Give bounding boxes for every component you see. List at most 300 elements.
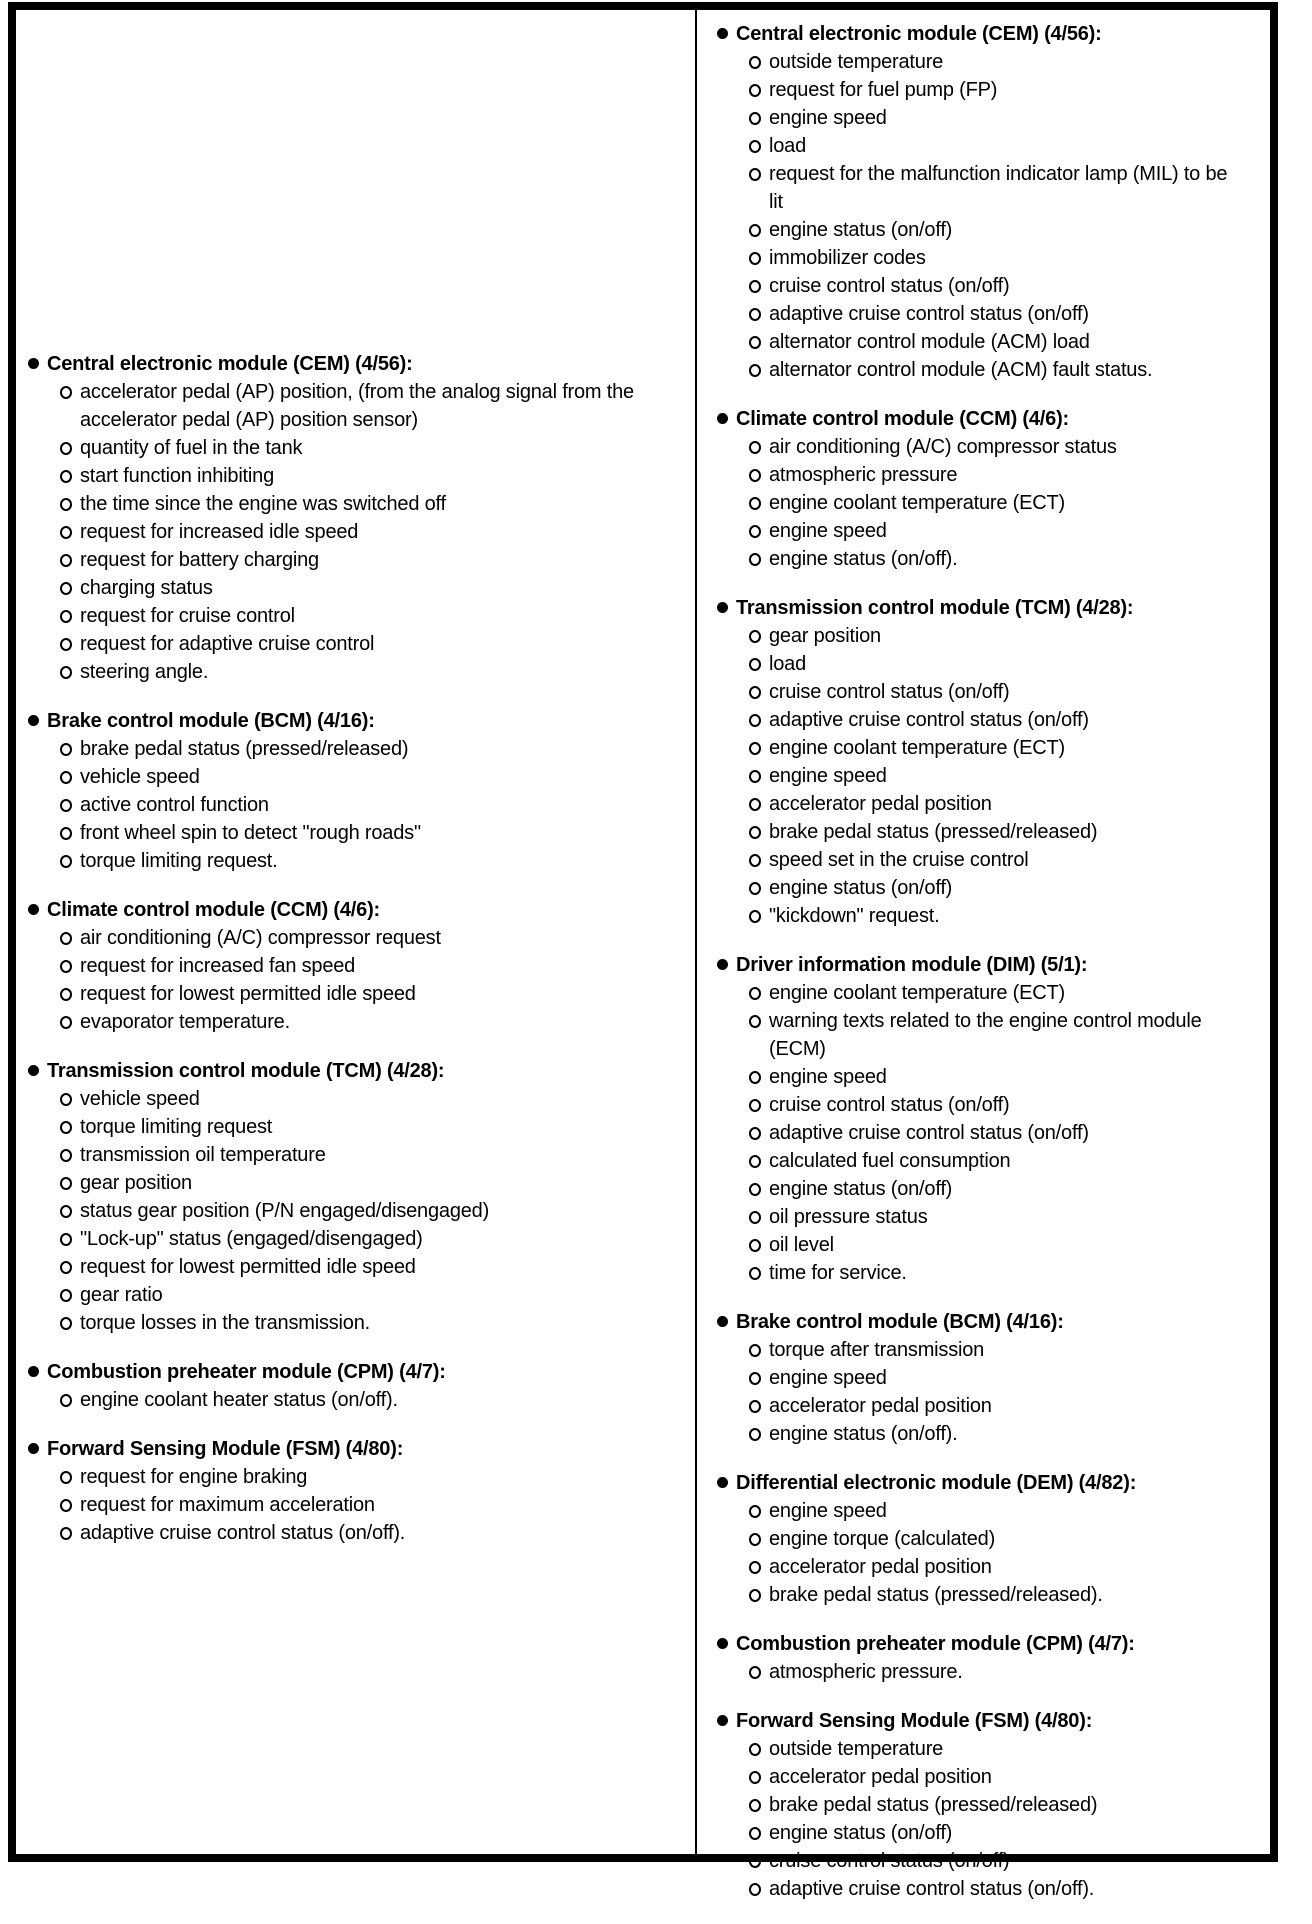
open-circle-bullet-icon xyxy=(60,1317,72,1330)
module-title: Brake control module (BCM) (4/16): xyxy=(47,710,375,732)
signal-item-text: torque limiting request. xyxy=(80,850,278,872)
signal-item-text: adaptive cruise control status (on/off) xyxy=(769,709,1089,731)
signal-item-text: atmospheric pressure xyxy=(769,464,958,486)
open-circle-bullet-icon xyxy=(749,1071,761,1084)
signal-list-item xyxy=(28,1309,681,1337)
signal-list-item xyxy=(28,490,681,518)
signal-list-item xyxy=(28,1386,681,1414)
open-circle-bullet-icon xyxy=(749,1155,761,1168)
signal-item-text: cruise control status (on/off) xyxy=(769,275,1010,297)
module-title: Central electronic module (CEM) (4/56): xyxy=(736,23,1102,45)
open-circle-bullet-icon xyxy=(60,638,72,651)
filled-bullet-icon xyxy=(717,1477,728,1488)
filled-bullet-icon xyxy=(28,904,39,915)
signal-list-item xyxy=(717,846,1262,874)
signal-item-text: adaptive cruise control status (on/off). xyxy=(80,1522,406,1544)
signal-item-text: quantity of fuel in the tank xyxy=(80,437,303,459)
signal-item-text: "Lock-up" status (engaged/disengaged) xyxy=(80,1228,423,1250)
signal-list-item xyxy=(717,489,1262,517)
signal-item-text: brake pedal status (pressed/released) xyxy=(769,1794,1098,1816)
open-circle-bullet-icon xyxy=(749,714,761,727)
open-circle-bullet-icon xyxy=(60,932,72,945)
signal-item-text: brake pedal status (pressed/released) xyxy=(769,821,1098,843)
open-circle-bullet-icon xyxy=(60,498,72,511)
open-circle-bullet-icon xyxy=(60,1499,72,1512)
open-circle-bullet-icon xyxy=(749,1666,761,1679)
signal-list-item xyxy=(717,1847,1262,1875)
signal-list-item xyxy=(717,433,1262,461)
signal-item-text: alternator control module (ACM) fault status. xyxy=(769,359,1153,381)
signal-item-text: transmission oil temperature xyxy=(80,1144,326,1166)
open-circle-bullet-icon xyxy=(749,469,761,482)
signal-item-text: air conditioning (A/C) compressor status xyxy=(769,436,1117,458)
signal-item-text: adaptive cruise control status (on/off) xyxy=(769,303,1089,325)
signal-list-item xyxy=(717,1525,1262,1553)
open-circle-bullet-icon xyxy=(60,1177,72,1190)
signal-list-item xyxy=(717,1007,1262,1063)
signal-item-text: accelerator pedal position xyxy=(769,793,992,815)
open-circle-bullet-icon xyxy=(749,1799,761,1812)
signal-list-item xyxy=(717,1392,1262,1420)
open-circle-bullet-icon xyxy=(749,854,761,867)
signal-item-text: outside temperature xyxy=(769,51,944,73)
signal-item-text: alternator control module (ACM) load xyxy=(769,331,1090,353)
signal-item-text: engine speed xyxy=(769,1500,887,1522)
document-border-box xyxy=(8,2,1278,1900)
signal-list-item xyxy=(717,902,1262,930)
open-circle-bullet-icon xyxy=(60,743,72,756)
signal-list xyxy=(28,735,681,875)
module-title: Climate control module (CCM) (4/6): xyxy=(736,408,1070,430)
filled-bullet-icon xyxy=(28,1443,39,1454)
open-circle-bullet-icon xyxy=(749,910,761,923)
signal-list-item xyxy=(28,1169,681,1197)
signal-item-text: engine speed xyxy=(769,1367,887,1389)
open-circle-bullet-icon xyxy=(749,1855,761,1868)
signal-item-text: accelerator pedal position xyxy=(769,1766,992,1788)
signal-list xyxy=(28,924,681,1036)
signal-item-text: accelerator pedal position xyxy=(769,1395,992,1417)
signal-list-item xyxy=(717,1581,1262,1609)
signal-item-text: brake pedal status (pressed/released) xyxy=(80,738,409,760)
open-circle-bullet-icon xyxy=(749,987,761,1000)
module-section-header xyxy=(28,1358,681,1386)
signal-item-text: request for battery charging xyxy=(80,549,319,571)
signal-list xyxy=(717,979,1262,1287)
open-circle-bullet-icon xyxy=(749,56,761,69)
module-section-header xyxy=(717,594,1262,622)
signal-item-text: vehicle speed xyxy=(80,766,200,788)
module-section xyxy=(28,1358,681,1414)
signal-item-text: request for increased fan speed xyxy=(80,955,356,977)
module-section-header xyxy=(717,405,1262,433)
module-section xyxy=(28,350,681,686)
signal-item-text: atmospheric pressure. xyxy=(769,1661,963,1683)
module-section xyxy=(28,896,681,1036)
filled-bullet-icon xyxy=(717,959,728,970)
signal-item-text: engine coolant heater status (on/off). xyxy=(80,1389,398,1411)
open-circle-bullet-icon xyxy=(749,1883,761,1896)
open-circle-bullet-icon xyxy=(749,525,761,538)
open-circle-bullet-icon xyxy=(60,1016,72,1029)
open-circle-bullet-icon xyxy=(60,386,72,399)
signal-list-item xyxy=(717,979,1262,1007)
signal-list-item xyxy=(717,76,1262,104)
signal-list-item xyxy=(717,1175,1262,1203)
signal-list xyxy=(28,378,681,686)
open-circle-bullet-icon xyxy=(749,1428,761,1441)
open-circle-bullet-icon xyxy=(60,666,72,679)
signal-list-item xyxy=(717,650,1262,678)
open-circle-bullet-icon xyxy=(749,441,761,454)
open-circle-bullet-icon xyxy=(749,1771,761,1784)
module-section-header xyxy=(28,896,681,924)
open-circle-bullet-icon xyxy=(749,1015,761,1028)
open-circle-bullet-icon xyxy=(749,1372,761,1385)
signal-list-item xyxy=(28,518,681,546)
signal-list-item xyxy=(28,462,681,490)
filled-bullet-icon xyxy=(717,602,728,613)
signal-list-item xyxy=(28,1491,681,1519)
open-circle-bullet-icon xyxy=(749,1533,761,1546)
signal-item-text: engine status (on/off) xyxy=(769,1822,953,1844)
module-section xyxy=(717,1469,1262,1609)
signal-item-text: air conditioning (A/C) compressor request xyxy=(80,927,441,949)
signal-item-text: request for lowest permitted idle speed xyxy=(80,983,416,1005)
signal-list xyxy=(28,1386,681,1414)
signal-item-text: engine speed xyxy=(769,107,887,129)
open-circle-bullet-icon xyxy=(749,630,761,643)
open-circle-bullet-icon xyxy=(749,280,761,293)
signal-list-item xyxy=(28,1085,681,1113)
signal-item-text: request for adaptive cruise control xyxy=(80,633,375,655)
signal-list xyxy=(28,1085,681,1337)
signal-list-item xyxy=(717,1364,1262,1392)
signal-list-item xyxy=(717,300,1262,328)
signal-item-text: engine coolant temperature (ECT) xyxy=(769,982,1065,1004)
open-circle-bullet-icon xyxy=(749,742,761,755)
signal-item-text: engine status (on/off) xyxy=(769,219,953,241)
signal-list-item xyxy=(28,1008,681,1036)
module-title: Transmission control module (TCM) (4/28): xyxy=(47,1060,445,1082)
signal-list-item xyxy=(717,104,1262,132)
module-section xyxy=(717,1308,1262,1448)
signal-list-item xyxy=(717,1791,1262,1819)
signal-list-item xyxy=(717,1497,1262,1525)
signal-list-item xyxy=(717,1259,1262,1287)
open-circle-bullet-icon xyxy=(60,1261,72,1274)
signal-item-text: calculated fuel consumption xyxy=(769,1150,1011,1172)
signal-list xyxy=(717,1497,1262,1609)
open-circle-bullet-icon xyxy=(60,827,72,840)
signal-item-text: evaporator temperature. xyxy=(80,1011,290,1033)
module-title: Driver information module (DIM) (5/1): xyxy=(736,954,1088,976)
column-right xyxy=(697,10,1270,1924)
signal-item-text: gear ratio xyxy=(80,1284,163,1306)
signal-list-item xyxy=(28,574,681,602)
module-section-header xyxy=(28,707,681,735)
signal-item-text: oil level xyxy=(769,1234,834,1256)
signal-item-text: torque losses in the transmission. xyxy=(80,1312,371,1334)
module-title: Differential electronic module (DEM) (4/82): xyxy=(736,1472,1137,1494)
signal-item-text: load xyxy=(769,135,807,157)
open-circle-bullet-icon xyxy=(60,855,72,868)
open-circle-bullet-icon xyxy=(60,1149,72,1162)
signal-list-item xyxy=(717,1091,1262,1119)
signal-item-text: speed set in the cruise control xyxy=(769,849,1029,871)
module-section xyxy=(717,1630,1262,1686)
signal-item-text: request for increased idle speed xyxy=(80,521,359,543)
signal-item-text: oil pressure status xyxy=(769,1206,928,1228)
open-circle-bullet-icon xyxy=(749,497,761,510)
open-circle-bullet-icon xyxy=(749,1267,761,1280)
signal-item-text: torque limiting request xyxy=(80,1116,273,1138)
signal-list-item xyxy=(717,734,1262,762)
signal-item-text: request for lowest permitted idle speed xyxy=(80,1256,416,1278)
module-title: Combustion preheater module (CPM) (4/7): xyxy=(47,1361,446,1383)
signal-list-item xyxy=(28,1253,681,1281)
open-circle-bullet-icon xyxy=(749,364,761,377)
open-circle-bullet-icon xyxy=(60,799,72,812)
signal-item-text: engine status (on/off) xyxy=(769,877,953,899)
signal-list-item xyxy=(717,1147,1262,1175)
signal-list-item xyxy=(717,622,1262,650)
module-section xyxy=(28,1435,681,1547)
filled-bullet-icon xyxy=(717,1638,728,1649)
signal-list-item xyxy=(717,1735,1262,1763)
open-circle-bullet-icon xyxy=(749,224,761,237)
signal-list-item xyxy=(717,678,1262,706)
signal-item-text: request for fuel pump (FP) xyxy=(769,79,998,101)
signal-list-item xyxy=(717,244,1262,272)
module-section xyxy=(28,1057,681,1337)
open-circle-bullet-icon xyxy=(749,1239,761,1252)
signal-item-text: front wheel spin to detect "rough roads" xyxy=(80,822,421,844)
open-circle-bullet-icon xyxy=(749,168,761,181)
open-circle-bullet-icon xyxy=(749,770,761,783)
signal-list xyxy=(717,1735,1262,1903)
signal-item-text: outside temperature xyxy=(769,1738,944,1760)
signal-item-text: start function inhibiting xyxy=(80,465,275,487)
signal-list-item xyxy=(717,356,1262,384)
module-section xyxy=(717,405,1262,573)
signal-list-item xyxy=(717,790,1262,818)
signal-list-item xyxy=(28,434,681,462)
module-section xyxy=(28,707,681,875)
filled-bullet-icon xyxy=(717,413,728,424)
signal-list-item xyxy=(28,819,681,847)
signal-item-text: request for cruise control xyxy=(80,605,295,627)
module-section-header xyxy=(28,1435,681,1463)
signal-list-item xyxy=(717,1420,1262,1448)
open-circle-bullet-icon xyxy=(60,1205,72,1218)
signal-list-item xyxy=(717,818,1262,846)
signal-list-item xyxy=(28,602,681,630)
signal-list-item xyxy=(717,272,1262,300)
signal-item-text: cruise control status (on/off) xyxy=(769,1094,1010,1116)
open-circle-bullet-icon xyxy=(749,112,761,125)
signal-item-text: engine coolant temperature (ECT) xyxy=(769,492,1065,514)
signal-list-item xyxy=(717,1231,1262,1259)
open-circle-bullet-icon xyxy=(60,1289,72,1302)
signal-list-item xyxy=(28,1463,681,1491)
signal-list-item xyxy=(28,1141,681,1169)
module-title: Brake control module (BCM) (4/16): xyxy=(736,1311,1064,1333)
signal-item-text: charging status xyxy=(80,577,213,599)
open-circle-bullet-icon xyxy=(749,308,761,321)
signal-item-text: request for engine braking xyxy=(80,1466,308,1488)
module-title: Forward Sensing Module (FSM) (4/80): xyxy=(47,1438,404,1460)
module-title: Forward Sensing Module (FSM) (4/80): xyxy=(736,1710,1093,1732)
open-circle-bullet-icon xyxy=(749,798,761,811)
filled-bullet-icon xyxy=(717,28,728,39)
signal-list-item xyxy=(717,1119,1262,1147)
filled-bullet-icon xyxy=(28,1366,39,1377)
signal-list xyxy=(717,1658,1262,1686)
open-circle-bullet-icon xyxy=(60,470,72,483)
module-section-header xyxy=(717,1630,1262,1658)
signal-list xyxy=(717,1336,1262,1448)
open-circle-bullet-icon xyxy=(749,1099,761,1112)
signal-item-text: cruise control status (on/off) xyxy=(769,681,1010,703)
open-circle-bullet-icon xyxy=(60,582,72,595)
open-circle-bullet-icon xyxy=(60,1394,72,1407)
signal-item-text: status gear position (P/N engaged/disengaged) xyxy=(80,1200,490,1222)
signal-list-item xyxy=(717,1819,1262,1847)
signal-list-item xyxy=(717,160,1262,216)
signal-list-item xyxy=(28,1519,681,1547)
module-section-header xyxy=(717,1308,1262,1336)
open-circle-bullet-icon xyxy=(60,1121,72,1134)
signal-item-text: engine speed xyxy=(769,520,887,542)
filled-bullet-icon xyxy=(28,1065,39,1076)
signal-list xyxy=(717,433,1262,573)
signal-item-text: the time since the engine was switched off xyxy=(80,493,446,515)
open-circle-bullet-icon xyxy=(60,771,72,784)
signal-item-text: engine torque (calculated) xyxy=(769,1528,996,1550)
open-circle-bullet-icon xyxy=(60,1093,72,1106)
module-section-header xyxy=(717,20,1262,48)
signal-list-item xyxy=(717,517,1262,545)
open-circle-bullet-icon xyxy=(749,1127,761,1140)
signal-item-text: torque after transmission xyxy=(769,1339,985,1361)
signal-list-item xyxy=(717,1063,1262,1091)
module-section xyxy=(717,1707,1262,1903)
signal-list-item xyxy=(717,706,1262,734)
signal-list-item xyxy=(28,1113,681,1141)
signal-item-text: immobilizer codes xyxy=(769,247,926,269)
signal-list-item xyxy=(717,328,1262,356)
signal-list-item xyxy=(28,546,681,574)
signal-list-item xyxy=(28,924,681,952)
signal-item-text: active control function xyxy=(80,794,269,816)
signal-list-item xyxy=(717,216,1262,244)
filled-bullet-icon xyxy=(28,715,39,726)
signal-item-text: gear position xyxy=(769,625,881,647)
open-circle-bullet-icon xyxy=(749,1505,761,1518)
open-circle-bullet-icon xyxy=(60,1233,72,1246)
signal-list-item xyxy=(28,735,681,763)
signal-list-item xyxy=(28,847,681,875)
signal-item-text: brake pedal status (pressed/released). xyxy=(769,1584,1103,1606)
signal-list-item xyxy=(28,378,681,434)
signal-item-text: adaptive cruise control status (on/off) xyxy=(769,1122,1089,1144)
signal-list-item xyxy=(717,1875,1262,1903)
signal-item-text: accelerator pedal (AP) position, (from the analog signal from the accelerator pedal (AP) position sensor) xyxy=(80,381,634,431)
module-section-header xyxy=(717,951,1262,979)
open-circle-bullet-icon xyxy=(749,658,761,671)
signal-list xyxy=(28,1463,681,1547)
open-circle-bullet-icon xyxy=(60,988,72,1001)
module-title: Transmission control module (TCM) (4/28): xyxy=(736,597,1134,619)
signal-list-item xyxy=(28,952,681,980)
signal-item-text: load xyxy=(769,653,807,675)
open-circle-bullet-icon xyxy=(60,960,72,973)
signal-item-text: request for maximum acceleration xyxy=(80,1494,375,1516)
module-section xyxy=(717,951,1262,1287)
signal-item-text: engine status (on/off). xyxy=(769,1423,958,1445)
signal-item-text: steering angle. xyxy=(80,661,209,683)
filled-bullet-icon xyxy=(717,1316,728,1327)
signal-list-item xyxy=(717,1336,1262,1364)
open-circle-bullet-icon xyxy=(749,1183,761,1196)
signal-list-item xyxy=(717,1763,1262,1791)
signal-list-item xyxy=(28,1225,681,1253)
signal-item-text: engine coolant temperature (ECT) xyxy=(769,737,1065,759)
signal-item-text: gear position xyxy=(80,1172,192,1194)
signal-item-text: engine status (on/off) xyxy=(769,1178,953,1200)
open-circle-bullet-icon xyxy=(749,1827,761,1840)
signal-list-item xyxy=(28,1197,681,1225)
open-circle-bullet-icon xyxy=(60,610,72,623)
signal-list-item xyxy=(717,1203,1262,1231)
signal-list-item xyxy=(28,1281,681,1309)
signal-list xyxy=(717,48,1262,384)
filled-bullet-icon xyxy=(28,358,39,369)
signal-list-item xyxy=(28,658,681,686)
signal-list-item xyxy=(717,762,1262,790)
signal-list-item xyxy=(28,763,681,791)
open-circle-bullet-icon xyxy=(749,686,761,699)
signal-item-text: warning texts related to the engine control module (ECM) xyxy=(769,1010,1202,1060)
open-circle-bullet-icon xyxy=(749,1211,761,1224)
signal-list-item xyxy=(717,132,1262,160)
signal-item-text: accelerator pedal position xyxy=(769,1556,992,1578)
module-section xyxy=(717,20,1262,384)
module-title: Climate control module (CCM) (4/6): xyxy=(47,899,381,921)
open-circle-bullet-icon xyxy=(60,1471,72,1484)
signal-item-text: engine speed xyxy=(769,765,887,787)
open-circle-bullet-icon xyxy=(749,1344,761,1357)
open-circle-bullet-icon xyxy=(749,252,761,265)
filled-bullet-icon xyxy=(717,1715,728,1726)
signal-list-item xyxy=(28,630,681,658)
open-circle-bullet-icon xyxy=(749,1743,761,1756)
open-circle-bullet-icon xyxy=(749,336,761,349)
signal-item-text: engine status (on/off). xyxy=(769,548,958,570)
signal-item-text: "kickdown" request. xyxy=(769,905,940,927)
signal-list-item xyxy=(717,874,1262,902)
signal-list-item xyxy=(717,48,1262,76)
signal-list-item xyxy=(717,461,1262,489)
signal-list-item xyxy=(717,545,1262,573)
open-circle-bullet-icon xyxy=(749,84,761,97)
signal-item-text: engine speed xyxy=(769,1066,887,1088)
signal-item-text: request for the malfunction indicator lamp (MIL) to be lit xyxy=(769,163,1228,213)
signal-item-text: cruise control status (on/off) xyxy=(769,1850,1010,1872)
signal-list-item xyxy=(717,1658,1262,1686)
module-section-header xyxy=(717,1469,1262,1497)
